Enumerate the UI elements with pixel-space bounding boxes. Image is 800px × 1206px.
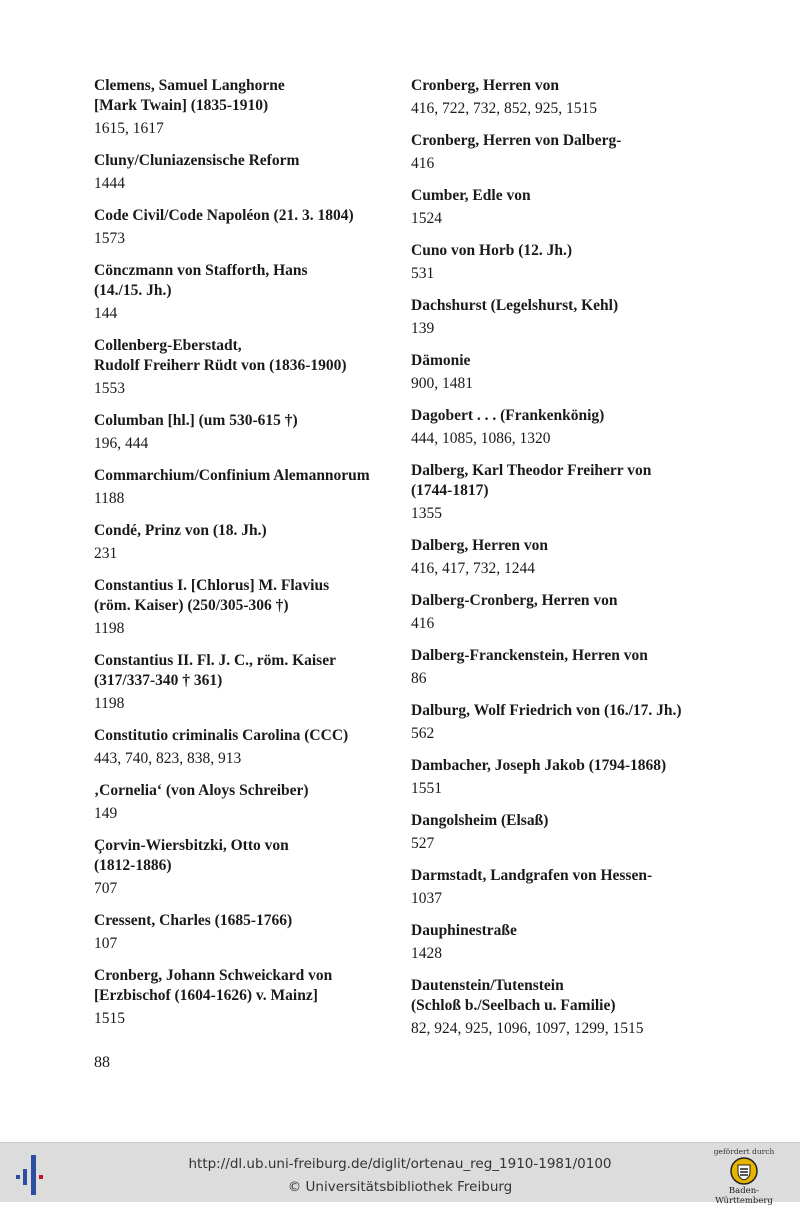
index-entry-pages: 527 xyxy=(411,835,435,852)
index-entry-pages: 1198 xyxy=(94,620,125,637)
index-entry xyxy=(411,241,711,285)
index-entry-title: Cönczmann von Stafforth, Hans (14./15. Jh.) xyxy=(94,262,308,299)
index-entry-title: Darmstadt, Landgrafen von Hessen- xyxy=(411,867,653,884)
index-entry-pages: 149 xyxy=(94,805,118,822)
library-footer xyxy=(0,1142,800,1206)
index-entry-pages: 444, 1085, 1086, 1320 xyxy=(411,430,551,447)
document-url-link[interactable]: http://dl.ub.uni-freiburg.de/diglit/ortenau_reg_1910-1981/0100 xyxy=(188,1156,612,1172)
index-entry xyxy=(411,646,711,690)
index-entry-pages: 1615, 1617 xyxy=(94,120,164,137)
index-entry-pages: 231 xyxy=(94,545,118,562)
index-entry xyxy=(411,461,711,525)
index-entry-pages: 1198 xyxy=(94,695,125,712)
index-entry-pages: 443, 740, 823, 838, 913 xyxy=(94,750,242,767)
index-entry xyxy=(94,466,394,510)
index-entry-pages: 196, 444 xyxy=(94,435,149,452)
index-entry-title: ‚Cornelia‘ (von Aloys Schreiber) xyxy=(94,782,309,799)
index-entry-title: Cluny/Cluniazensische Reform xyxy=(94,152,300,169)
index-entry-pages: 416 xyxy=(411,155,435,172)
index-entry xyxy=(94,151,394,195)
index-entry-title: Columban [hl.] (um 530-615 †) xyxy=(94,412,298,429)
index-entry xyxy=(411,76,711,120)
index-entry-title: Dalberg, Herren von xyxy=(411,537,549,554)
index-entry-pages: 1355 xyxy=(411,505,442,522)
sponsor-top-text: gefördert durch xyxy=(713,1147,775,1156)
index-entry-pages: 1428 xyxy=(411,945,442,962)
index-entry xyxy=(411,866,711,910)
index-entry xyxy=(411,536,711,580)
index-entry xyxy=(94,781,394,825)
index-entry xyxy=(94,966,394,1030)
index-entry-title: Dangolsheim (Elsaß) xyxy=(411,812,549,829)
index-entry xyxy=(94,911,394,955)
index-entry xyxy=(94,336,394,400)
index-entry-title: Cronberg, Herren von Dalberg- xyxy=(411,132,622,149)
index-entry-title: Dalburg, Wolf Friedrich von (16./17. Jh.) xyxy=(411,702,682,719)
index-entry-title: Code Civil/Code Napoléon (21. 3. 1804) xyxy=(94,207,354,224)
index-entry-pages: 1524 xyxy=(411,210,442,227)
index-entry-title: Dachshurst (Legelshurst, Kehl) xyxy=(411,297,619,314)
index-entry-pages: 1444 xyxy=(94,175,125,192)
index-entry xyxy=(94,576,394,640)
index-entry xyxy=(94,521,394,565)
index-entry-title: Condé, Prinz von (18. Jh.) xyxy=(94,522,267,539)
index-entry-pages: 1573 xyxy=(94,230,125,247)
index-entry-title: Dauphinestraße xyxy=(411,922,517,939)
index-entry xyxy=(411,976,711,1040)
index-entry xyxy=(94,726,394,770)
index-entry xyxy=(411,186,711,230)
index-entry-pages: 707 xyxy=(94,880,118,897)
index-entry xyxy=(94,76,394,140)
index-entry-title: Cuno von Horb (12. Jh.) xyxy=(411,242,573,259)
sponsor-bottom-text: Baden-Württemberg xyxy=(715,1186,773,1206)
index-entry-pages: 1551 xyxy=(411,780,442,797)
index-entry-pages: 1188 xyxy=(94,490,125,507)
index-entry-pages: 1553 xyxy=(94,380,125,397)
index-entry xyxy=(411,131,711,175)
baden-wuerttemberg-crest-icon xyxy=(730,1157,758,1185)
index-entry-title: Cronberg, Herren von xyxy=(411,77,559,94)
index-entry xyxy=(411,921,711,965)
index-entry-pages: 144 xyxy=(94,305,118,322)
index-entry-pages: 1037 xyxy=(411,890,442,907)
index-entry xyxy=(94,261,394,325)
index-entry-pages: 900, 1481 xyxy=(411,375,473,392)
index-entry xyxy=(411,701,711,745)
index-entry-title: Clemens, Samuel Langhorne [Mark Twain] (1835-1910) xyxy=(94,77,285,114)
index-entry-title: Çorvin-Wiersbitzki, Otto von (1812-1886) xyxy=(94,837,289,874)
index-entry xyxy=(411,811,711,855)
index-entry-title: Dalberg, Karl Theodor Freiherr von (1744-1817) xyxy=(411,462,652,499)
index-entry-title: Constantius I. [Chlorus] M. Flavius (röm. Kaiser) (250/305-306 †) xyxy=(94,577,330,614)
index-entry xyxy=(411,351,711,395)
page-number: 88 xyxy=(94,1054,110,1071)
index-entry-pages: 86 xyxy=(411,670,427,687)
index-entry-title: Dautenstein/Tutenstein (Schloß b./Seelbach u. Familie) xyxy=(411,977,616,1014)
index-entry-pages: 416, 722, 732, 852, 925, 1515 xyxy=(411,100,597,117)
index-entry-title: Dambacher, Joseph Jakob (1794-1868) xyxy=(411,757,667,774)
index-entry-pages: 416 xyxy=(411,615,435,632)
index-entry xyxy=(94,411,394,455)
index-column-left xyxy=(94,76,394,1041)
index-entry xyxy=(94,836,394,900)
index-entry-title: Dagobert . . . (Frankenkönig) xyxy=(411,407,605,424)
index-entry-pages: 139 xyxy=(411,320,435,337)
index-entry-pages: 1515 xyxy=(94,1010,125,1027)
index-entry-title: Dalberg-Cronberg, Herren von xyxy=(411,592,618,609)
index-entry xyxy=(411,591,711,635)
sponsor-badge xyxy=(702,1147,786,1206)
index-entry-title: Cressent, Charles (1685-1766) xyxy=(94,912,293,929)
index-entry xyxy=(94,651,394,715)
index-entry-title: Constantius II. Fl. J. C., röm. Kaiser (317/337-340 † 361) xyxy=(94,652,336,689)
index-entry-title: Dalberg-Franckenstein, Herren von xyxy=(411,647,648,664)
index-entry-title: Constitutio criminalis Carolina (CCC) xyxy=(94,727,349,744)
index-entry-title: Commarchium/Confinium Alemannorum xyxy=(94,467,370,484)
index-entry xyxy=(411,756,711,800)
copyright-notice: © Universitätsbibliothek Freiburg xyxy=(287,1179,513,1195)
index-entry xyxy=(94,206,394,250)
index-entry-title: Collenberg-Eberstadt, Rudolf Freiherr Rüdt von (1836-1900) xyxy=(94,337,347,374)
index-entry-pages: 107 xyxy=(94,935,118,952)
index-entry xyxy=(411,406,711,450)
index-entry-title: Cumber, Edle von xyxy=(411,187,531,204)
index-entry-pages: 416, 417, 732, 1244 xyxy=(411,560,535,577)
index-entry-pages: 531 xyxy=(411,265,435,282)
index-entry-pages: 562 xyxy=(411,725,435,742)
index-entry xyxy=(411,296,711,340)
index-column-right xyxy=(411,76,711,1051)
index-entry-title: Dämonie xyxy=(411,352,471,369)
index-entry-title: Cronberg, Johann Schweickard von [Erzbischof (1604-1626) v. Mainz] xyxy=(94,967,333,1004)
index-entry-pages: 82, 924, 925, 1096, 1097, 1299, 1515 xyxy=(411,1020,644,1037)
